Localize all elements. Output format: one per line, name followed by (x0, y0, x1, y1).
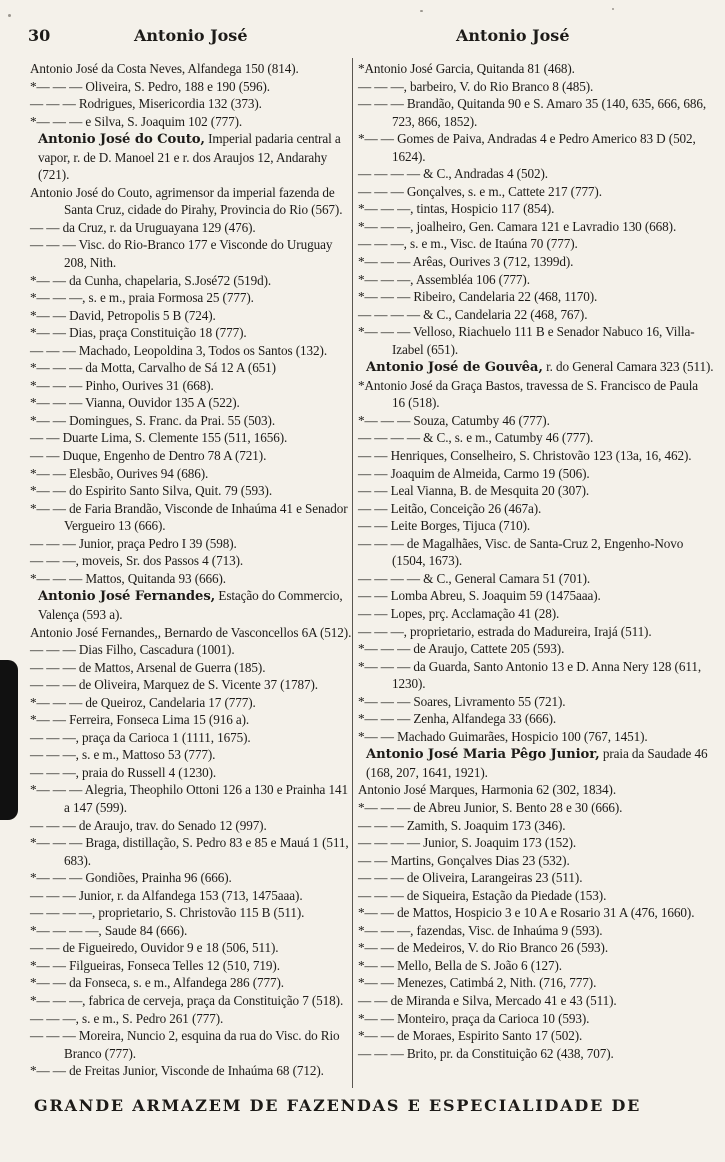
entry-text: Antonio José Marques, Harmonia 62 (302, 1834). (358, 782, 617, 798)
directory-entry (30, 570, 352, 588)
directory-entry (358, 693, 714, 711)
directory-entry (358, 1010, 714, 1028)
directory-entry (30, 359, 352, 377)
entry-text: — — — Junior, r. da Alfandega 153 (713, 1475aaa). (30, 887, 303, 903)
entry-text: — — — Junior, praça Pedro I 39 (598). (30, 535, 237, 551)
entry-text: — — — Brito, pr. da Constituição 62 (438, 707). (358, 1045, 614, 1061)
entry-text: *— — — Vianna, Ouvidor 135 A (522). (30, 395, 240, 411)
page-number: 30 (28, 26, 51, 45)
entry-text: *— — Mello, Bella de S. João 6 (127). (358, 957, 562, 973)
directory-entry (30, 624, 352, 642)
entry-text: — — —, barbeiro, V. do Rio Branco 8 (485). (358, 78, 594, 94)
entry-text: — — de Figueiredo, Ouvidor 9 e 18 (506, 511). (30, 940, 279, 956)
entry-text: *— — da Cunha, chapelaria, S.José72 (519d). (30, 272, 272, 288)
directory-entry (30, 711, 352, 729)
directory-entry (358, 852, 714, 870)
entry-text: *— — Ferreira, Fonseca Lima 15 (916 a). (30, 712, 250, 728)
entry-text: *— — do Espirito Santo Silva, Quit. 79 (593). (30, 483, 273, 499)
entry-text: — — —, praia do Russell 4 (1230). (30, 764, 217, 780)
directory-entry (358, 623, 714, 641)
entry-text: *— — —, fazendas, Visc. de Inhaúma 9 (593). (358, 922, 603, 938)
entry-text: *— — Domingues, S. Franc. da Prai. 55 (503). (30, 412, 276, 428)
entry-text: — — — — & C., s. e m., Catumby 46 (777). (358, 430, 594, 446)
directory-entry (358, 517, 714, 535)
entry-text: — — — — Junior, S. Joaquim 173 (152). (358, 835, 577, 851)
directory-entry (30, 817, 352, 835)
entry-text: — — —, s. e m., Mattoso 53 (777). (30, 747, 216, 763)
directory-entry (30, 307, 352, 325)
right-running-title: Antonio José (456, 26, 570, 45)
directory-entry (30, 641, 352, 659)
entry-text: *— — Menezes, Catimbá 2, Nith. (716, 777). (358, 975, 597, 991)
directory-entry (30, 272, 352, 290)
entry-text: — — — de Mattos, Arsenal de Guerra (185). (30, 659, 266, 675)
directory-entry (358, 605, 714, 623)
directory-entry (30, 394, 352, 412)
entry-text: *— — de Freitas Junior, Visconde de Inhaúma 68 (712). (30, 1063, 324, 1079)
directory-entry (358, 412, 714, 430)
entry-text: — — — Zamith, S. Joaquim 173 (346). (358, 817, 566, 833)
entry-text: *— — — Soares, Livramento 55 (721). (358, 693, 566, 709)
directory-entry (30, 904, 352, 922)
paper-speck (8, 14, 11, 17)
directory-entry (358, 218, 714, 236)
entry-text: *— — —, Assembléa 106 (777). (358, 271, 530, 287)
entry-text: — — — Dias Filho, Cascadura (1001). (30, 642, 235, 658)
directory-entry (358, 323, 714, 358)
directory-entry (30, 1062, 352, 1080)
directory-entry (358, 253, 714, 271)
directory-entry (358, 992, 714, 1010)
directory-entry (30, 95, 352, 113)
directory-entry (358, 377, 714, 412)
entry-text: — — — de Oliveira, Larangeiras 23 (511). (358, 870, 583, 886)
directory-entry (30, 447, 352, 465)
entry-text: *— — Monteiro, praça da Carioca 10 (593). (358, 1010, 590, 1026)
entry-text: *— — David, Petropolis 5 B (724). (30, 307, 216, 323)
entry-text: — — — Visc. do Rio-Branco 177 e Visconde do Uruguay 208, Nith. (30, 237, 333, 271)
entry-text: — — —, s. e m., Visc. de Itaúna 70 (777). (358, 236, 578, 252)
entry-text: *— — Machado Guimarães, Hospicio 100 (767, 1451). (358, 728, 648, 744)
entry-text: — — — — & C., Andradas 4 (502). (358, 166, 548, 182)
directory-entry (30, 869, 352, 887)
entry-text: — — Henriques, Conselheiro, S. Christovão 123 (13a, 16, 462). (358, 448, 692, 464)
directory-entry (358, 710, 714, 728)
entry-text: — — —, praça da Carioca 1 (1111, 1675). (30, 729, 251, 745)
directory-entry (30, 781, 352, 816)
directory-entry (358, 904, 714, 922)
entry-text: — — — Moreira, Nuncio 2, esquina da rua do Visc. do Rio Branco (777). (30, 1028, 340, 1061)
entry-text: *— — — de Araujo, Cattete 205 (593). (358, 641, 565, 657)
directory-entry (30, 922, 352, 940)
left-column (30, 60, 352, 1080)
directory-entry (358, 728, 714, 746)
entry-text: *— — — —, Saude 84 (666). (30, 922, 188, 938)
entry-text: *— — —, tintas, Hospicio 117 (854). (358, 201, 555, 217)
directory-entry (358, 781, 714, 799)
directory-entry (358, 429, 714, 447)
entry-text: Imperial padaria central a vapor, r. de D. Manoel 21 e r. dos Araujos 12, Andarahy (721). (38, 131, 341, 183)
directory-entry (358, 887, 714, 905)
directory-entry (30, 412, 352, 430)
entry-text: *— — — Zenha, Alfandega 33 (666). (358, 711, 557, 727)
directory-entry (358, 570, 714, 588)
entry-text: — — Leitão, Conceição 26 (467a). (358, 500, 542, 516)
entry-text: — — — —, proprietario, S. Christovão 115 B (511). (30, 905, 305, 921)
entry-text: *— — — Arêas, Ourives 3 (712, 1399d). (358, 254, 574, 270)
directory-entry (358, 974, 714, 992)
entry-text: — — —, s. e m., S. Pedro 261 (777). (30, 1010, 224, 1026)
entry-text: *— — — Ribeiro, Candelaria 22 (468, 1170). (358, 289, 598, 305)
directory-entry (30, 429, 352, 447)
directory-entry (358, 939, 714, 957)
entry-heading-name: Antonio José do Couto, (38, 132, 205, 148)
directory-entry (358, 60, 714, 78)
entry-text: *— — — Pinho, Ourives 31 (668). (30, 377, 214, 393)
directory-entry (30, 535, 352, 553)
entry-text: *— — — da Guarda, Santo Antonio 13 e D. Anna Nery 128 (611, 1230). (358, 658, 702, 692)
entry-text: — — — de Araujo, trav. do Senado 12 (997). (30, 817, 267, 833)
directory-entry (30, 694, 352, 712)
entry-text: — — de Miranda e Silva, Mercado 41 e 43 (511). (358, 992, 617, 1008)
entry-text: — — — de Siqueira, Estação da Piedade (153). (358, 887, 607, 903)
directory-entry (30, 324, 352, 342)
directory-entry (30, 676, 352, 694)
directory-entry (358, 288, 714, 306)
entry-text: — — Duarte Lima, S. Clemente 155 (511, 1656). (30, 430, 288, 446)
left-running-title: Antonio José (134, 26, 248, 45)
entry-text: — — — Gonçalves, s. e m., Cattete 217 (777). (358, 183, 602, 199)
entry-text: *— — — de Queiroz, Candelaria 17 (777). (30, 694, 256, 710)
directory-entry (358, 482, 714, 500)
entry-text: — — — de Oliveira, Marquez de S. Vicente 37 (1787). (30, 677, 318, 693)
directory-entry (358, 957, 714, 975)
directory-entry (30, 219, 352, 237)
directory-entry (30, 113, 352, 131)
paper-speck (612, 8, 614, 10)
entry-text: — — — de Magalhães, Visc. de Santa-Cruz 2, Engenho-Novo (1504, 1673). (358, 535, 684, 569)
directory-entry (30, 992, 352, 1010)
entry-text: *— — — Oliveira, S. Pedro, 188 e 190 (596). (30, 78, 271, 94)
directory-entry (30, 377, 352, 395)
entry-text: Estação do Commercio, Valença (593 a). (38, 588, 343, 622)
entry-text: — — Duque, Engenho de Dentro 78 A (721). (30, 448, 267, 464)
directory-entry (30, 465, 352, 483)
directory-entry (358, 640, 714, 658)
entry-text: *— — — da Motta, Carvalho de Sá 12 A (651) (30, 360, 276, 376)
entry-text: — — — Rodrigues, Misericordia 132 (373). (30, 96, 262, 112)
entry-heading-name: Antonio José de Gouvêa, (366, 360, 543, 376)
entry-text: Antonio José do Couto, agrimensor da imperial fazenda de Santa Cruz, cidade do Pirahy, Provincia do Rio (567). (30, 184, 343, 218)
directory-entry (358, 535, 714, 570)
entry-text: — — —, proprietario, estrada do Madureira, Irajá (511). (358, 623, 652, 639)
directory-entry (30, 974, 352, 992)
directory-entry (358, 447, 714, 465)
entry-text: — — da Cruz, r. da Uruguayana 129 (476). (30, 219, 256, 235)
entry-text: — — Leite Borges, Tijuca (710). (358, 518, 531, 534)
entry-text: — — Lopes, prç. Acclamação 41 (28). (358, 605, 560, 621)
entry-heading-name: Antonio José Maria Pêgo Junior, (366, 747, 600, 763)
directory-entry (30, 60, 352, 78)
directory-entry (30, 1027, 352, 1062)
entry-text: *— — da Fonseca, s. e m., Alfandega 286 (777). (30, 975, 284, 991)
directory-entry (30, 78, 352, 96)
directory-entry (358, 78, 714, 96)
entry-text: Antonio José Fernandes,, Bernardo de Vasconcellos 6A (512). (30, 624, 352, 640)
directory-entry (358, 306, 714, 324)
directory-entry (30, 236, 352, 271)
entry-text: *— — de Medeiros, V. do Rio Branco 26 (593). (358, 940, 609, 956)
directory-entry (358, 587, 714, 605)
entry-text: *Antonio José da Graça Bastos, travessa de S. Francisco de Paula 16 (518). (358, 377, 699, 411)
entry-text: *— — — Alegria, Theophilo Ottoni 126 a 130 e Prainha 141 a 147 (599). (30, 782, 348, 815)
directory-entry (30, 482, 352, 500)
directory-entry (358, 817, 714, 835)
directory-entry (30, 289, 352, 307)
directory-entry (358, 1045, 714, 1063)
directory-entry (30, 342, 352, 360)
directory-heading-entry (30, 130, 352, 184)
directory-entry (358, 658, 714, 693)
entry-text: *— — —, joalheiro, Gen. Camara 121 e Lavradio 130 (668). (358, 218, 677, 234)
directory-heading-entry (30, 587, 352, 623)
entry-text: *— — —, fabrica de cerveja, praça da Constituição 7 (518). (30, 992, 344, 1008)
directory-entry (30, 552, 352, 570)
entry-text: *— — — Mattos, Quitanda 93 (666). (30, 570, 226, 586)
entry-text: *— — de Faria Brandão, Visconde de Inhaúma 41 e Senador Vergueiro 13 (666). (30, 500, 348, 534)
directory-entry (358, 500, 714, 518)
entry-text: *— — Dias, praça Constituição 18 (777). (30, 325, 247, 341)
entry-text: *— — — Souza, Catumby 46 (777). (358, 412, 550, 428)
directory-entry (358, 183, 714, 201)
directory-entry (358, 1027, 714, 1045)
directory-entry (30, 834, 352, 869)
directory-entry (30, 659, 352, 677)
entry-text: — — — — & C., General Camara 51 (701). (358, 570, 591, 586)
directory-entry (30, 764, 352, 782)
entry-text: *— — —, s. e m., praia Formosa 25 (777). (30, 290, 254, 306)
directory-entry (358, 465, 714, 483)
directory-entry (30, 939, 352, 957)
entry-text: *— — — Velloso, Riachuelo 111 B e Senador Nabuco 16, Villa-Izabel (651). (358, 324, 695, 357)
entry-text: *— — de Moraes, Espirito Santo 17 (502). (358, 1028, 583, 1044)
entry-text: *— — Elesbão, Ourives 94 (686). (30, 465, 209, 481)
directory-entry (30, 887, 352, 905)
ink-blot (0, 660, 18, 820)
entry-text: *— — — de Abreu Junior, S. Bento 28 e 30 (666). (358, 799, 623, 815)
directory-entry (358, 95, 714, 130)
right-column (358, 60, 714, 1062)
directory-entry (30, 746, 352, 764)
directory-entry (358, 235, 714, 253)
entry-text: *— — — Gondiões, Prainha 96 (666). (30, 870, 232, 886)
entry-text: *— — — e Silva, S. Joaquim 102 (777). (30, 113, 243, 129)
entry-text: *— — Gomes de Paiva, Andradas 4 e Pedro Americo 83 D (502, 1624). (358, 131, 696, 164)
entry-text: — — Joaquim de Almeida, Carmo 19 (506). (358, 465, 590, 481)
entry-text: *— — de Mattos, Hospicio 3 e 10 A e Rosario 31 A (476, 1660). (358, 905, 695, 921)
directory-entry (358, 922, 714, 940)
column-divider (352, 58, 353, 1088)
paper-speck (420, 10, 423, 12)
entry-text: praia da Saudade 46 (168, 207, 1641, 1921). (366, 746, 708, 780)
directory-entry (30, 500, 352, 535)
directory-entry (30, 957, 352, 975)
entry-heading-name: Antonio José Fernandes, (38, 589, 216, 605)
directory-entry (358, 799, 714, 817)
directory-entry (358, 200, 714, 218)
entry-text: — — — Brandão, Quitanda 90 e S. Amaro 35 (140, 635, 666, 686, 723, 866, 1852). (358, 96, 707, 129)
entry-text: *Antonio José Garcia, Quitanda 81 (468). (358, 61, 575, 76)
directory-entry (30, 184, 352, 219)
entry-text: *— — Filgueiras, Fonseca Telles 12 (510, 719). (30, 957, 280, 973)
advertisement-banner: GRANDE ARMAZEM DE FAZENDAS E ESPECIALIDADE DE (34, 1096, 642, 1115)
directory-entry (30, 1010, 352, 1028)
directory-entry (358, 869, 714, 887)
entry-text: — — Leal Vianna, B. de Mesquita 20 (307). (358, 483, 590, 499)
directory-entry (358, 271, 714, 289)
directory-heading-entry (358, 358, 714, 377)
entry-text: — — Lomba Abreu, S. Joaquim 59 (1475aaa). (358, 588, 601, 604)
running-header (0, 26, 725, 48)
entry-text: *— — — Braga, distillação, S. Pedro 83 e 85 e Mauá 1 (511, 683). (30, 835, 349, 868)
directory-entry (30, 729, 352, 747)
entry-text: — — — — & C., Candelaria 22 (468, 767). (358, 306, 588, 322)
directory-entry (358, 165, 714, 183)
entry-text: r. do General Camara 323 (511). (546, 359, 714, 375)
entry-text: — — — Machado, Leopoldina 3, Todos os Santos (132). (30, 342, 328, 358)
directory-entry (358, 834, 714, 852)
entry-text: Antonio José da Costa Neves, Alfandega 150 (814). (30, 61, 299, 76)
entry-text: — — —, moveis, Sr. dos Passos 4 (713). (30, 553, 244, 569)
directory-heading-entry (358, 745, 714, 781)
directory-entry (358, 130, 714, 165)
entry-text: — — Martins, Gonçalves Dias 23 (532). (358, 852, 570, 868)
